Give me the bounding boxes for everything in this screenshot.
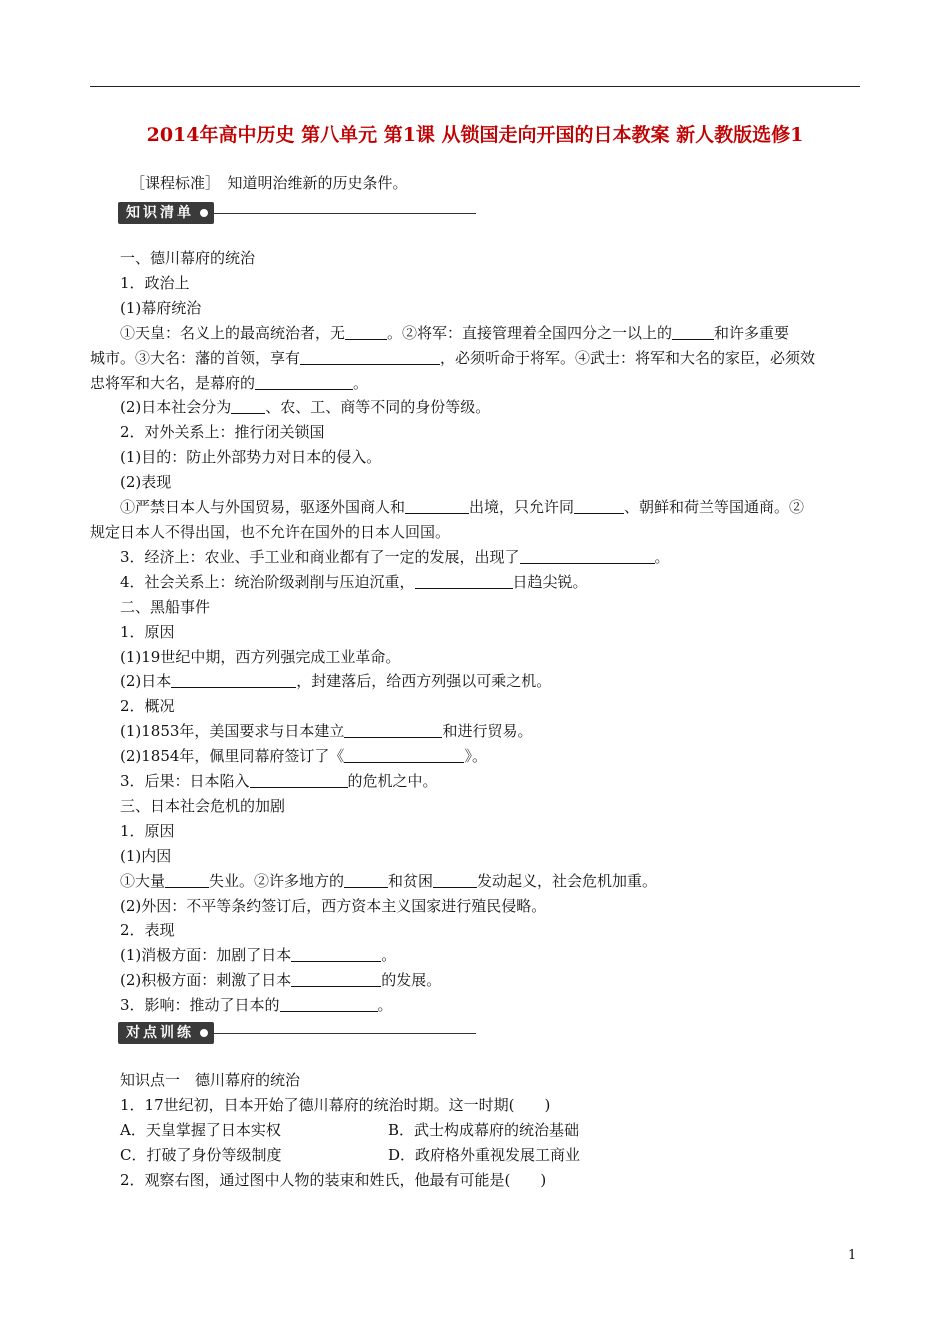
heading: 三、日本社会危机的加剧 [120,796,286,815]
paragraph: 忠将军和大名，是幕府的 。 [90,373,369,392]
section-label: 知识清单 [126,205,194,221]
paragraph: ①大量 失业。②许多地方的 和贫困 发动起义，社会危机加重。 [120,871,658,890]
section-rule [214,213,476,214]
fill-blank [171,671,296,688]
fill-blank [300,348,440,365]
section-header-practice [118,1022,476,1044]
fill-blank [231,397,265,414]
paragraph: (2)外因：不平等条约签订后，西方资本主义国家进行殖民侵略。 [120,896,547,915]
section-rule [214,1033,476,1034]
heading: 一、德川幕府的统治 [120,249,256,267]
paragraph: (2)日本社会分为 、农、工、商等不同的身份等级。 [120,398,491,417]
paragraph: 2．对外关系上：推行闭关锁国 [120,423,325,442]
fill-blank [672,323,714,340]
fill-blank [344,871,388,888]
fill-blank [165,871,209,888]
bullet-icon [200,1029,208,1037]
knowledge-point-heading: 知识点一 德川幕府的统治 [120,1071,301,1089]
question: 2．观察右图，通过图中人物的装束和姓氏，他最有可能是( ) [120,1170,547,1189]
paragraph: ①天皇：名义上的最高统治者，无 。②将军：直接管理着全国四分之一以上的 和许多重要 [120,323,790,342]
paragraph: 2．概况 [120,697,175,716]
paragraph: (1)1853年，美国要求与日本建立 和进行贸易。 [120,722,533,741]
course-standard: ［课程标准］ 知道明治维新的历史条件。 [130,174,408,192]
paragraph: (2)1854年，佩里同幕府签订了《 》。 [120,747,487,766]
paragraph: 2．表现 [120,921,175,940]
paragraph: (1)消极方面：加剧了日本 。 [120,946,397,965]
section-label: 对点训练 [126,1025,194,1041]
fill-blank [280,995,378,1012]
fill-blank [344,746,464,763]
paragraph: (1)内因 [120,846,172,865]
paragraph: (1)19世纪中期，西方列强完成工业革命。 [120,647,401,666]
paragraph: 城市。③大名：藩的首领，享有 ，必须听命于将军。④武士：将军和大名的家臣，必须效 [90,348,816,367]
fill-blank [255,373,353,390]
heading: 二、黑船事件 [120,597,211,616]
option-b: B．武士构成幕府的统治基础 [388,1120,580,1139]
option-c: C．打破了身份等级制度 [120,1145,282,1164]
fill-blank [291,945,381,962]
paragraph: (1)幕府统治 [120,298,202,317]
paragraph: 1．原因 [120,622,175,641]
option-row [90,1118,862,1143]
section-header-knowledge [118,202,476,224]
fill-blank [520,547,655,564]
paragraph: 1．政治上 [120,273,190,292]
paragraph: 3．经济上：农业、手工业和商业都有了一定的发展，出现了 。 [120,547,670,566]
option-row [90,1143,862,1168]
paragraph: ①严禁日本人与外国贸易，驱逐外国商人和 出境，只允许同 、朝鲜和荷兰等国通商。② [120,498,805,517]
fill-blank [345,323,387,340]
fill-blank [250,771,348,788]
fill-blank [405,497,469,514]
fill-blank [344,721,442,738]
paragraph: 规定日本人不得出国，也不允许在国外的日本人回国。 [90,522,451,541]
paragraph: 3．后果：日本陷入 的危机之中。 [120,772,438,791]
fill-blank [574,497,624,514]
document-body [90,246,862,1018]
page-number: 1 [848,1248,857,1263]
fill-blank [433,871,477,888]
question: 1．17世纪初，日本开始了德川幕府的统治时期。这一时期( ) [120,1095,551,1114]
practice-body [90,1068,862,1193]
paragraph: (2)表现 [120,473,172,492]
option-a: A．天皇掌握了日本实权 [120,1120,281,1139]
paragraph: 3．影响：推动了日本的 。 [120,996,393,1015]
document-title: 2014年高中历史 第八单元 第1课 从锁国走向开国的日本教案 新人教版选修1 [146,124,804,146]
fill-blank [415,572,513,589]
paragraph: (1)目的：防止外部势力对日本的侵入。 [120,448,382,467]
option-d: D．政府格外重视发展工商业 [388,1145,581,1164]
bullet-icon [200,209,208,217]
paragraph: 4．社会关系上：统治阶级剥削与压迫沉重， 日趋尖锐。 [120,572,588,591]
fill-blank [291,970,381,987]
header-rule [90,86,860,87]
paragraph: 1．原因 [120,821,175,840]
paragraph: (2)日本 ，封建落后，给西方列强以可乘之机。 [120,672,552,691]
paragraph: (2)积极方面：刺激了日本 的发展。 [120,971,442,990]
